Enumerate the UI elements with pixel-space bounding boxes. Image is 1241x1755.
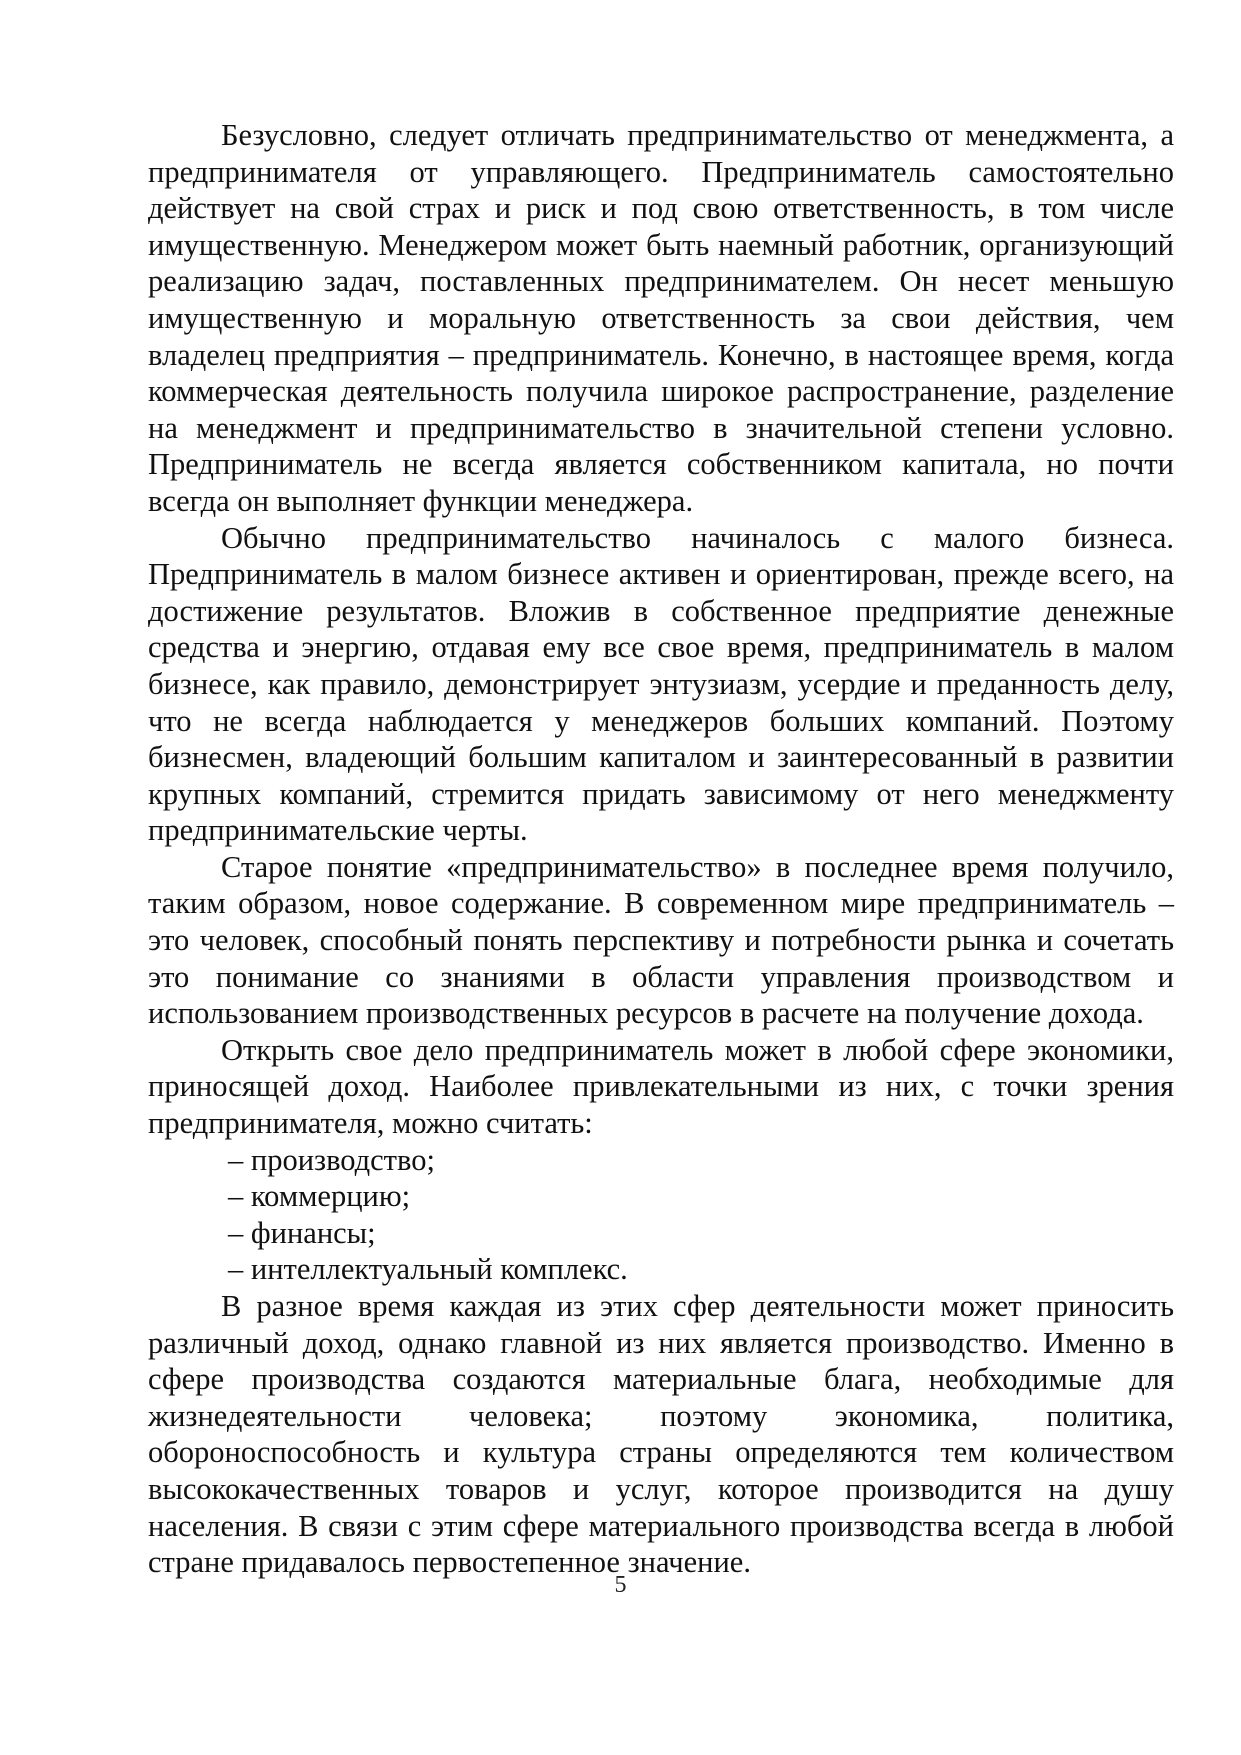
paragraph-production-importance: В разное время каждая из этих сфер деятельности может приносить различный доход, однако главной из них является производство. Именно в сфере производства создаются материальные блага, необходимые для жизнедеятельности человека; поэтому экономика, политика, обороноспособность и культура страны определяются тем количеством высококачественных товаров и услуг, которое производится на душу населения. В связи с этим сфере материального производства всегда в любой стране придавалось первостепенное значение.	[148, 1289, 1174, 1580]
list-item: – интеллектуальный комплекс.	[228, 1252, 628, 1287]
list-item: – производство;	[228, 1142, 435, 1177]
paragraph-small-business: Обычно предпринимательство начиналось с малого бизнеса. Предприниматель в малом бизнесе активен и ориентирован, прежде всего, на достижение результатов. Вложив в собственное предприятие денежные средства и энергию, отдавая ему все свое время, предприниматель в малом бизнесе, как правило, демонстрирует энтузиазм, усердие и преданность делу, что не всегда наблюдается у менеджеров больших компаний. Поэтому бизнесмен, владеющий большим капиталом и заинтересованный в развитии крупных компаний, стремится придать зависимому от него менеджменту предпринимательские черты.	[148, 520, 1174, 848]
paragraph-management-vs-entrepreneurship: Безусловно, следует отличать предпринимательство от менеджмента, а предпринимателя от управляющего. Предприниматель самостоятельно действует на свой страх и риск и под свою ответственность, в том числе имущественную. Менеджером может быть наемный работник, организующий реализацию задач, поставленных предпринимателем. Он несет меньшую имущественную и моральную ответственность за свои действия, чем владелец предприятия – предприниматель. Конечно, в настоящее время, когда коммерческая деятельность получила широкое распространение, разделение на менеджмент и предпринимательство в значительной степени условно. Предприниматель не всегда является собственником капитала, но почти всегда он выполняет функции менеджера.	[148, 118, 1174, 518]
list-item: – финансы;	[228, 1215, 376, 1250]
paragraph-new-meaning: Старое понятие «предпринимательство» в последнее время получило, таким образом, новое содержание. В современном мире предприниматель – это человек, способный понять перспективу и потребности рынка и сочетать это понимание со знаниями в области управления производством и использованием производственных ресурсов в расчете на получение дохода.	[148, 849, 1174, 1031]
paragraph-spheres-intro: Открыть свое дело предприниматель может в любой сфере экономики, приносящей доход. Наиболее привлекательными из них, с точки зрения предпринимателя, можно считать:	[148, 1032, 1174, 1141]
spheres-list	[148, 1142, 1174, 1288]
page-number: 5	[614, 1572, 627, 1598]
list-item: – коммерцию;	[228, 1179, 411, 1214]
body-text	[148, 117, 1174, 1581]
